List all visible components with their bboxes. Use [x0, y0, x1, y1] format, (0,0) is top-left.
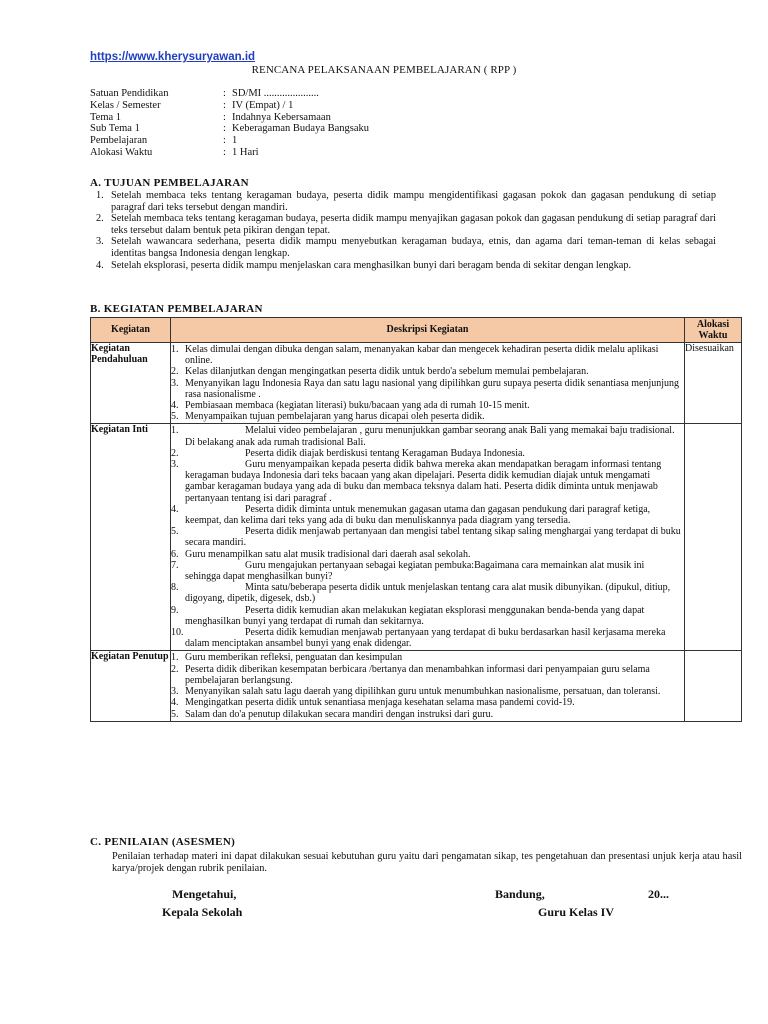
list-item: 5. Peserta didik menjawab pertanyaan dan mengisi tabel tentang sikap saling menghargai yang terdapat di buku secara mandiri. — [171, 526, 681, 549]
activity-list — [171, 651, 684, 720]
objectives-list — [96, 190, 716, 271]
identity-table — [90, 88, 369, 159]
column-header: Deskripsi Kegiatan — [171, 318, 685, 343]
section-c-heading: C. PENILAIAN (ASESMEN) — [90, 836, 236, 848]
identity-row: Kelas / Semester : IV (Empat) / 1 — [90, 99, 294, 111]
table-row — [91, 343, 742, 424]
signature-teacher: Guru Kelas IV — [538, 905, 615, 919]
list-item: 8. Minta satu/beberapa peserta didik untuk menjelaskan tentang cara alat musik dibunyikan. (dipukul, ditiup, digoyang, dipetik, digesek, dsb.) — [171, 582, 671, 605]
activities-table — [90, 317, 742, 722]
row-label: Kegiatan Penutup — [91, 651, 171, 721]
document-title: RENCANA PELAKSANAAN PEMBELAJARAN ( RPP ) — [251, 64, 517, 76]
list-item: 4. Mengingatkan peserta didik untuk senantiasa menjaga kesehatan selama masa pandemi covid-19. — [171, 697, 575, 709]
row-label: Kegiatan Pendahuluan — [91, 343, 171, 424]
table-header-row — [91, 318, 742, 343]
list-item: 1. Setelah membaca teks tentang keragaman budaya, peserta didik mampu mengidentifikasi gagasan pokok dan gagasan pendukung di setiap paragraf dari teks tersebut dengan mandiri. — [96, 190, 716, 213]
column-header: Kegiatan — [91, 318, 171, 343]
time-allocation — [685, 424, 742, 651]
activity-list — [171, 424, 684, 650]
table-row — [91, 424, 742, 651]
section-b-heading: B. KEGIATAN PEMBELAJARAN — [90, 303, 263, 315]
column-header: Alokasi Waktu — [685, 318, 742, 343]
time-allocation — [685, 651, 742, 721]
activity-list — [171, 343, 684, 423]
identity-row: Sub Tema 1 : Keberagaman Budaya Bangsaku — [90, 123, 370, 135]
signature-acknowledged: Mengetahui, — [172, 887, 237, 901]
signature-principal: Kepala Sekolah — [162, 905, 243, 919]
list-item: 10. Peserta didik kemudian menjawab pertanyaan yang terdapat di buku berdasarkan hasil kerjasama mereka dalam menciptakan ansambel bunyi yang enak didengar. — [171, 627, 666, 650]
list-item: 1. Kelas dimulai dengan dibuka dengan salam, menanyakan kabar dan mengecek kehadiran peserta didik melalu aplikasi online. — [171, 344, 659, 367]
time-allocation: Disesuaikan — [685, 343, 742, 424]
list-item: 6. Guru menampilkan satu alat musik tradisional dari daerah asal sekolah. — [171, 548, 471, 560]
signature-year: 20... — [648, 887, 669, 901]
source-link[interactable]: https://www.kherysuryawan.id — [90, 51, 256, 63]
list-item: 7. Guru mengajukan pertanyaan sebagai kegiatan pembuka:Bagaimana cara memainkan alat musik ini sehingga dapat menghasilkan bunyi? — [171, 559, 645, 583]
identity-row: Satuan Pendidikan : SD/MI ..................... — [90, 88, 319, 99]
list-item: 2. Peserta didik diberikan kesempatan berbicara /bertanya dan menambahkan informasi dari penyampaian guru selama pembelajaran berlangsung. — [171, 663, 650, 686]
list-item: 3. Menyanyikan lagu Indonesia Raya dan satu lagu nasional yang dipilihkan guru supaya peserta didik senantiasa menjunjung rasa nasionalisme . — [171, 377, 680, 400]
row-label: Kegiatan Inti — [91, 424, 171, 651]
list-item: 5. Menyampaikan tujuan pembelajaran yang harus dicapai oleh peserta didik. — [171, 411, 485, 423]
list-item: 5. Salam dan do'a penutup dilakukan secara mandiri dengan instruksi dari guru. — [171, 708, 494, 720]
list-item: 3. Guru menyampaikan kepada peserta didik bahwa mereka akan mendapatkan beragam informasi tentang keragaman budaya Indonesia dari teks bacaan yang akan dipelajari. Peserta didik kemudian diajak untuk mengamati gambar keragaman budaya yang ada di buku dan membaca teksnya dalam hati. Peserta didik diminta untuk menjawab pertanyaan tentang isi dari paragraf . — [171, 459, 662, 504]
list-item: 2. Setelah membaca teks tentang keragaman budaya, peserta didik mampu menyajikan gagasan pokok dan gagasan pendukung di setiap paragraf dari teks tersebut dalam bentuk peta pikiran dengan tepat. — [96, 213, 716, 236]
list-item: 9. Peserta didik kemudian akan melakukan kegiatan eksplorasi menggunakan benda-benda yang dapat menghasilkan bunyi yang terdapat di rumah dan sekitarnya. — [171, 604, 645, 627]
assessment-text: Penilaian terhadap materi ini dapat dilakukan sesuai kebutuhan guru yaitu dari pengamatan sikap, tes pengetahuan dan presentasi unjuk kerja atau hasil karya/projek dengan rubrik penilaian. — [112, 851, 742, 874]
list-item: 3. Setelah wawancara sederhana, peserta didik mampu menyebutkan keragaman budaya, etnis, dan agama dari teman-teman di kelas sebagai identitas bangsa Indonesia dengan lengkap. — [96, 236, 716, 259]
list-item: 3. Menyanyikan salah satu lagu daerah yang dipilihkan guru untuk menumbuhkan nasionalisme, persatuan, dan toleransi. — [171, 686, 661, 698]
list-item: 2. Peserta didik diajak berdiskusi tentang Keragaman Budaya Indonesia. — [171, 447, 525, 459]
section-a-heading: A. TUJUAN PEMBELAJARAN — [90, 177, 249, 189]
identity-row: Tema 1 : Indahnya Kebersamaan — [90, 111, 331, 123]
signature-city: Bandung, — [495, 887, 545, 901]
list-item: 4. Pembiasaan membaca (kegiatan literasi) buku/bacaan yang ada di rumah 10-15 menit. — [171, 400, 530, 412]
list-item: 1. Melalui video pembelajaran , guru menunjukkan gambar seorang anak Bali yang memakai baju tradisional. Di belakang anak ada rumah tradisional Bali. — [171, 425, 675, 448]
list-item: 4. Setelah eksplorasi, peserta didik mampu menjelaskan cara menghasilkan bunyi dari beragam benda di sekitar dengan lengkap. — [96, 259, 632, 271]
identity-row: Pembelajaran : 1 — [90, 135, 238, 147]
table-row — [91, 651, 742, 721]
identity-row: Alokasi Waktu : 1 Hari — [90, 146, 259, 158]
list-item: 2. Kelas dilanjutkan dengan mengingatkan peserta didik untuk berdo'a sebelum memulai pembelajaran. — [171, 366, 589, 378]
list-item: 4. Peserta didik diminta untuk menemukan gagasan utama dan gagasan pendukung dari paragraf ketiga, keempat, dan kelima dari teks yang ada di buku dan menuliskannya pada diagram yang tersedia. — [171, 503, 651, 527]
list-item: 1. Guru memberikan refleksi, penguatan dan kesimpulan — [171, 652, 403, 664]
